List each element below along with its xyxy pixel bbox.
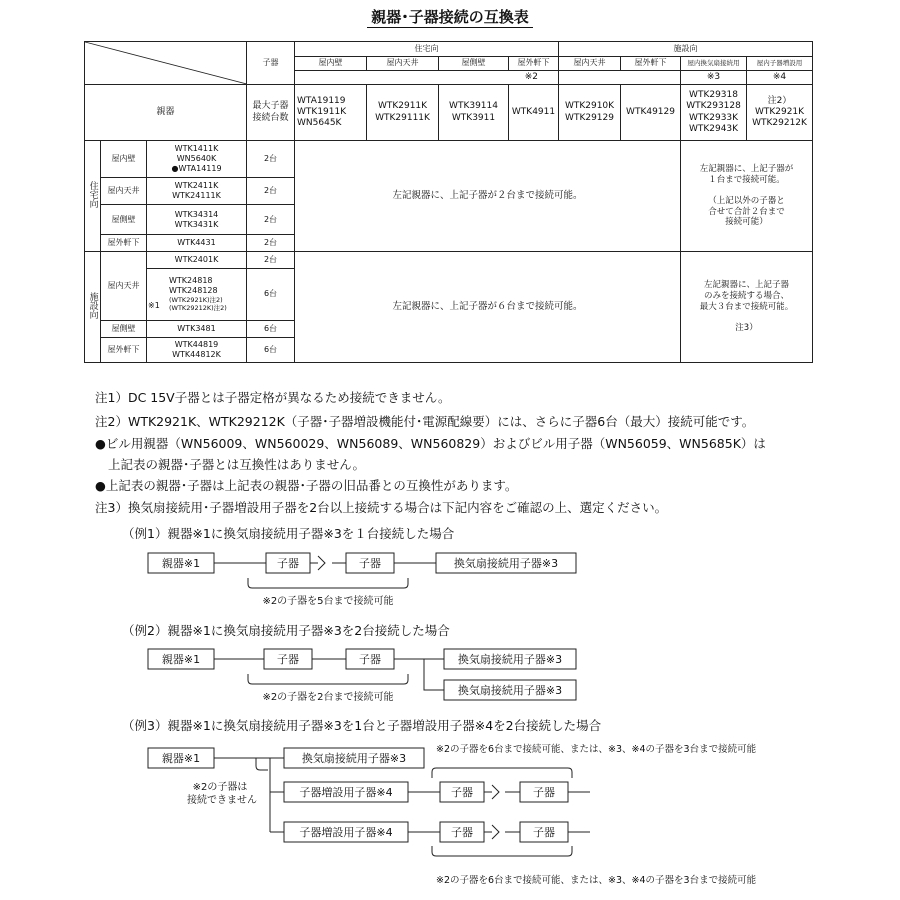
ex2-brace-label: ※2の子器を2台まで接続可能: [262, 692, 394, 703]
row-location: 屋外軒下: [101, 235, 147, 252]
ex3-child-label: 子器: [451, 826, 473, 839]
note-1: 注1）DC 15V子器とは子器定格が異なるため接続できません。: [95, 390, 451, 405]
row-location: 屋側壁: [101, 205, 147, 235]
row-max: 2台: [247, 205, 295, 235]
row-models: WTK4431: [147, 235, 247, 252]
row-location: 屋外軒下: [101, 337, 147, 362]
mark-x4: ※4: [747, 71, 813, 85]
col-header: 屋側壁: [439, 56, 509, 71]
row-max: 2台: [247, 252, 295, 269]
row-models: ※1 WTK24818 WTK248128 (WTK2921K)注2) (WTK29212K)注2): [147, 268, 247, 320]
facility-right-note: 左記親器に、上記子器 のみを接続する場合、 最大３台まで接続可能。 注3）: [681, 252, 813, 363]
mark-x3: ※3: [681, 71, 747, 85]
ex2-parent-label: 親器※1: [161, 653, 201, 666]
example-1-title: （例1）親器※1に換気扇接続用子器※3を１台接続した場合: [122, 526, 455, 541]
row-max: 2台: [247, 235, 295, 252]
ex3-cannot-label: 接続できません: [187, 795, 257, 806]
ex1-parent-label: 親器※1: [161, 557, 201, 570]
ex3-add-label: 子器増設用子器※4: [299, 786, 393, 799]
header-child: 子器: [247, 42, 295, 85]
row-models: WTK2401K: [147, 252, 247, 269]
ex2-brace: [248, 674, 408, 684]
row-location: 屋側壁: [101, 321, 147, 338]
child-models-cell: WTA19119 WTK1911K WN5645K: [295, 84, 367, 140]
ex3-top-brace: [432, 768, 572, 778]
row-max: 2台: [247, 141, 295, 178]
example-3-title: （例3）親器※1に換気扇接続用子器※3を1台と子器増設用子器※4を2台接続した場合: [122, 718, 602, 733]
ex3-cannot-label: ※2の子器は: [192, 782, 248, 793]
facility-center-note: 左記親器に、上記子器が６台まで接続可能。: [295, 252, 681, 363]
ex1-child-label: 子器: [359, 557, 381, 570]
child-models-cell: WTK2910K WTK29129: [559, 84, 621, 140]
ex3-vent-label: 換気扇接続用子器※3: [301, 752, 407, 765]
col-header: 屋外軒下: [509, 56, 559, 71]
ex1-vent-label: 換気扇接続用子器※3: [453, 557, 559, 570]
house-center-note: 左記親器に、上記子器が２台まで接続可能。: [295, 141, 681, 252]
child-models-cell: WTK49129: [621, 84, 681, 140]
row-models: WTK3481: [147, 321, 247, 338]
ex3-parent-label: 親器※1: [161, 752, 201, 765]
row-location: 屋内壁: [101, 141, 147, 178]
row-max: 6台: [247, 268, 295, 320]
group-facility-label: 施設向: [87, 292, 98, 320]
child-models-cell: WTK2911K WTK29111K: [367, 84, 439, 140]
row-models: WTK1411K WN5640K ●WTA14119: [147, 141, 247, 178]
child-models-cell: WTK39114 WTK3911: [439, 84, 509, 140]
row-location: 屋内天井: [101, 252, 147, 321]
house-right-note: 左記親器に、上記子器が １台まで接続可能。 （上記以外の子器と 合せて合計２台まで 接続可能）: [681, 141, 813, 252]
ex2-vent-label: 換気扇接続用子器※3: [457, 684, 563, 697]
ex1-brace: [248, 578, 408, 588]
row-models: WTK34314 WTK3431K: [147, 205, 247, 235]
col-header: 屋内壁: [295, 56, 367, 71]
col-header: 屋内換気扇接続用: [681, 56, 747, 71]
child-models-cell: 注2） WTK2921K WTK29212K: [747, 84, 813, 140]
row-max: 6台: [247, 337, 295, 362]
ex3-child-label: 子器: [533, 826, 555, 839]
row-models: WTK2411K WTK24111K: [147, 177, 247, 204]
bullet-1b: 上記表の親器･子器とは互換性はありません。: [108, 457, 366, 472]
col-header: 屋内天井: [367, 56, 439, 71]
col-header: 屋内天井: [559, 56, 621, 71]
row-max: 2台: [247, 177, 295, 204]
ex3-bottom-label: ※2の子器を6台まで接続可能、または、※3、※4の子器を3台まで接続可能: [436, 875, 757, 886]
child-models-cell: WTK4911: [509, 84, 559, 140]
page-title: 親器･子器接続の互換表: [0, 6, 900, 27]
ex3-add-label: 子器増設用子器※4: [299, 826, 393, 839]
header-facility: 施設向: [559, 42, 813, 57]
child-models-cell: WTK29318 WTK293128 WTK2933K WTK2943K: [681, 84, 747, 140]
ex3-child-label: 子器: [451, 786, 473, 799]
ex2-child-label: 子器: [277, 653, 299, 666]
max-label: 最大子器 接続台数: [247, 84, 295, 140]
ex1-child-label: 子器: [277, 557, 299, 570]
ex3-bottom-brace: [432, 846, 572, 856]
row-models: WTK44819 WTK44812K: [147, 337, 247, 362]
bullet-2: ●上記表の親器･子器は上記表の親器･子器の旧品番との互換性があります。: [95, 478, 518, 493]
ex3-child-label: 子器: [533, 786, 555, 799]
row-max: 6台: [247, 321, 295, 338]
col-header: 屋外軒下: [621, 56, 681, 71]
row-location: 屋内天井: [101, 177, 147, 204]
note-3: 注3）換気扇接続用･子器増設用子器を2台以上接続する場合は下記内容をご確認の上、選定ください。: [95, 500, 668, 515]
note-2: 注2）WTK2921K、WTK29212K（子器･子器増設機能付･電源配線要）には、さらに子器6台（最大）接続可能です。: [95, 414, 755, 429]
header-house: 住宅向: [295, 42, 559, 57]
x1-mark: ※1: [148, 300, 160, 310]
group-house-label: 住宅向: [87, 181, 98, 209]
example-2-title: （例2）親器※1に換気扇接続用子器※3を2台接続した場合: [122, 623, 450, 638]
col-header: 屋内子器増設用: [747, 56, 813, 71]
parent-label: 親器: [85, 84, 247, 140]
ex3-top-label: ※2の子器を6台まで接続可能、または、※3、※4の子器を3台まで接続可能: [436, 744, 757, 755]
ex1-brace-label: ※2の子器を5台まで接続可能: [262, 596, 394, 607]
ex2-child-label: 子器: [359, 653, 381, 666]
bullet-1a: ●ビル用親器（WN56009、WN560029、WN56089、WN560829）およびビル用子器（WN56059、WN5685K）は: [95, 436, 766, 451]
mark-x2-cell: ※2: [295, 71, 559, 85]
ex2-vent-label: 換気扇接続用子器※3: [457, 653, 563, 666]
